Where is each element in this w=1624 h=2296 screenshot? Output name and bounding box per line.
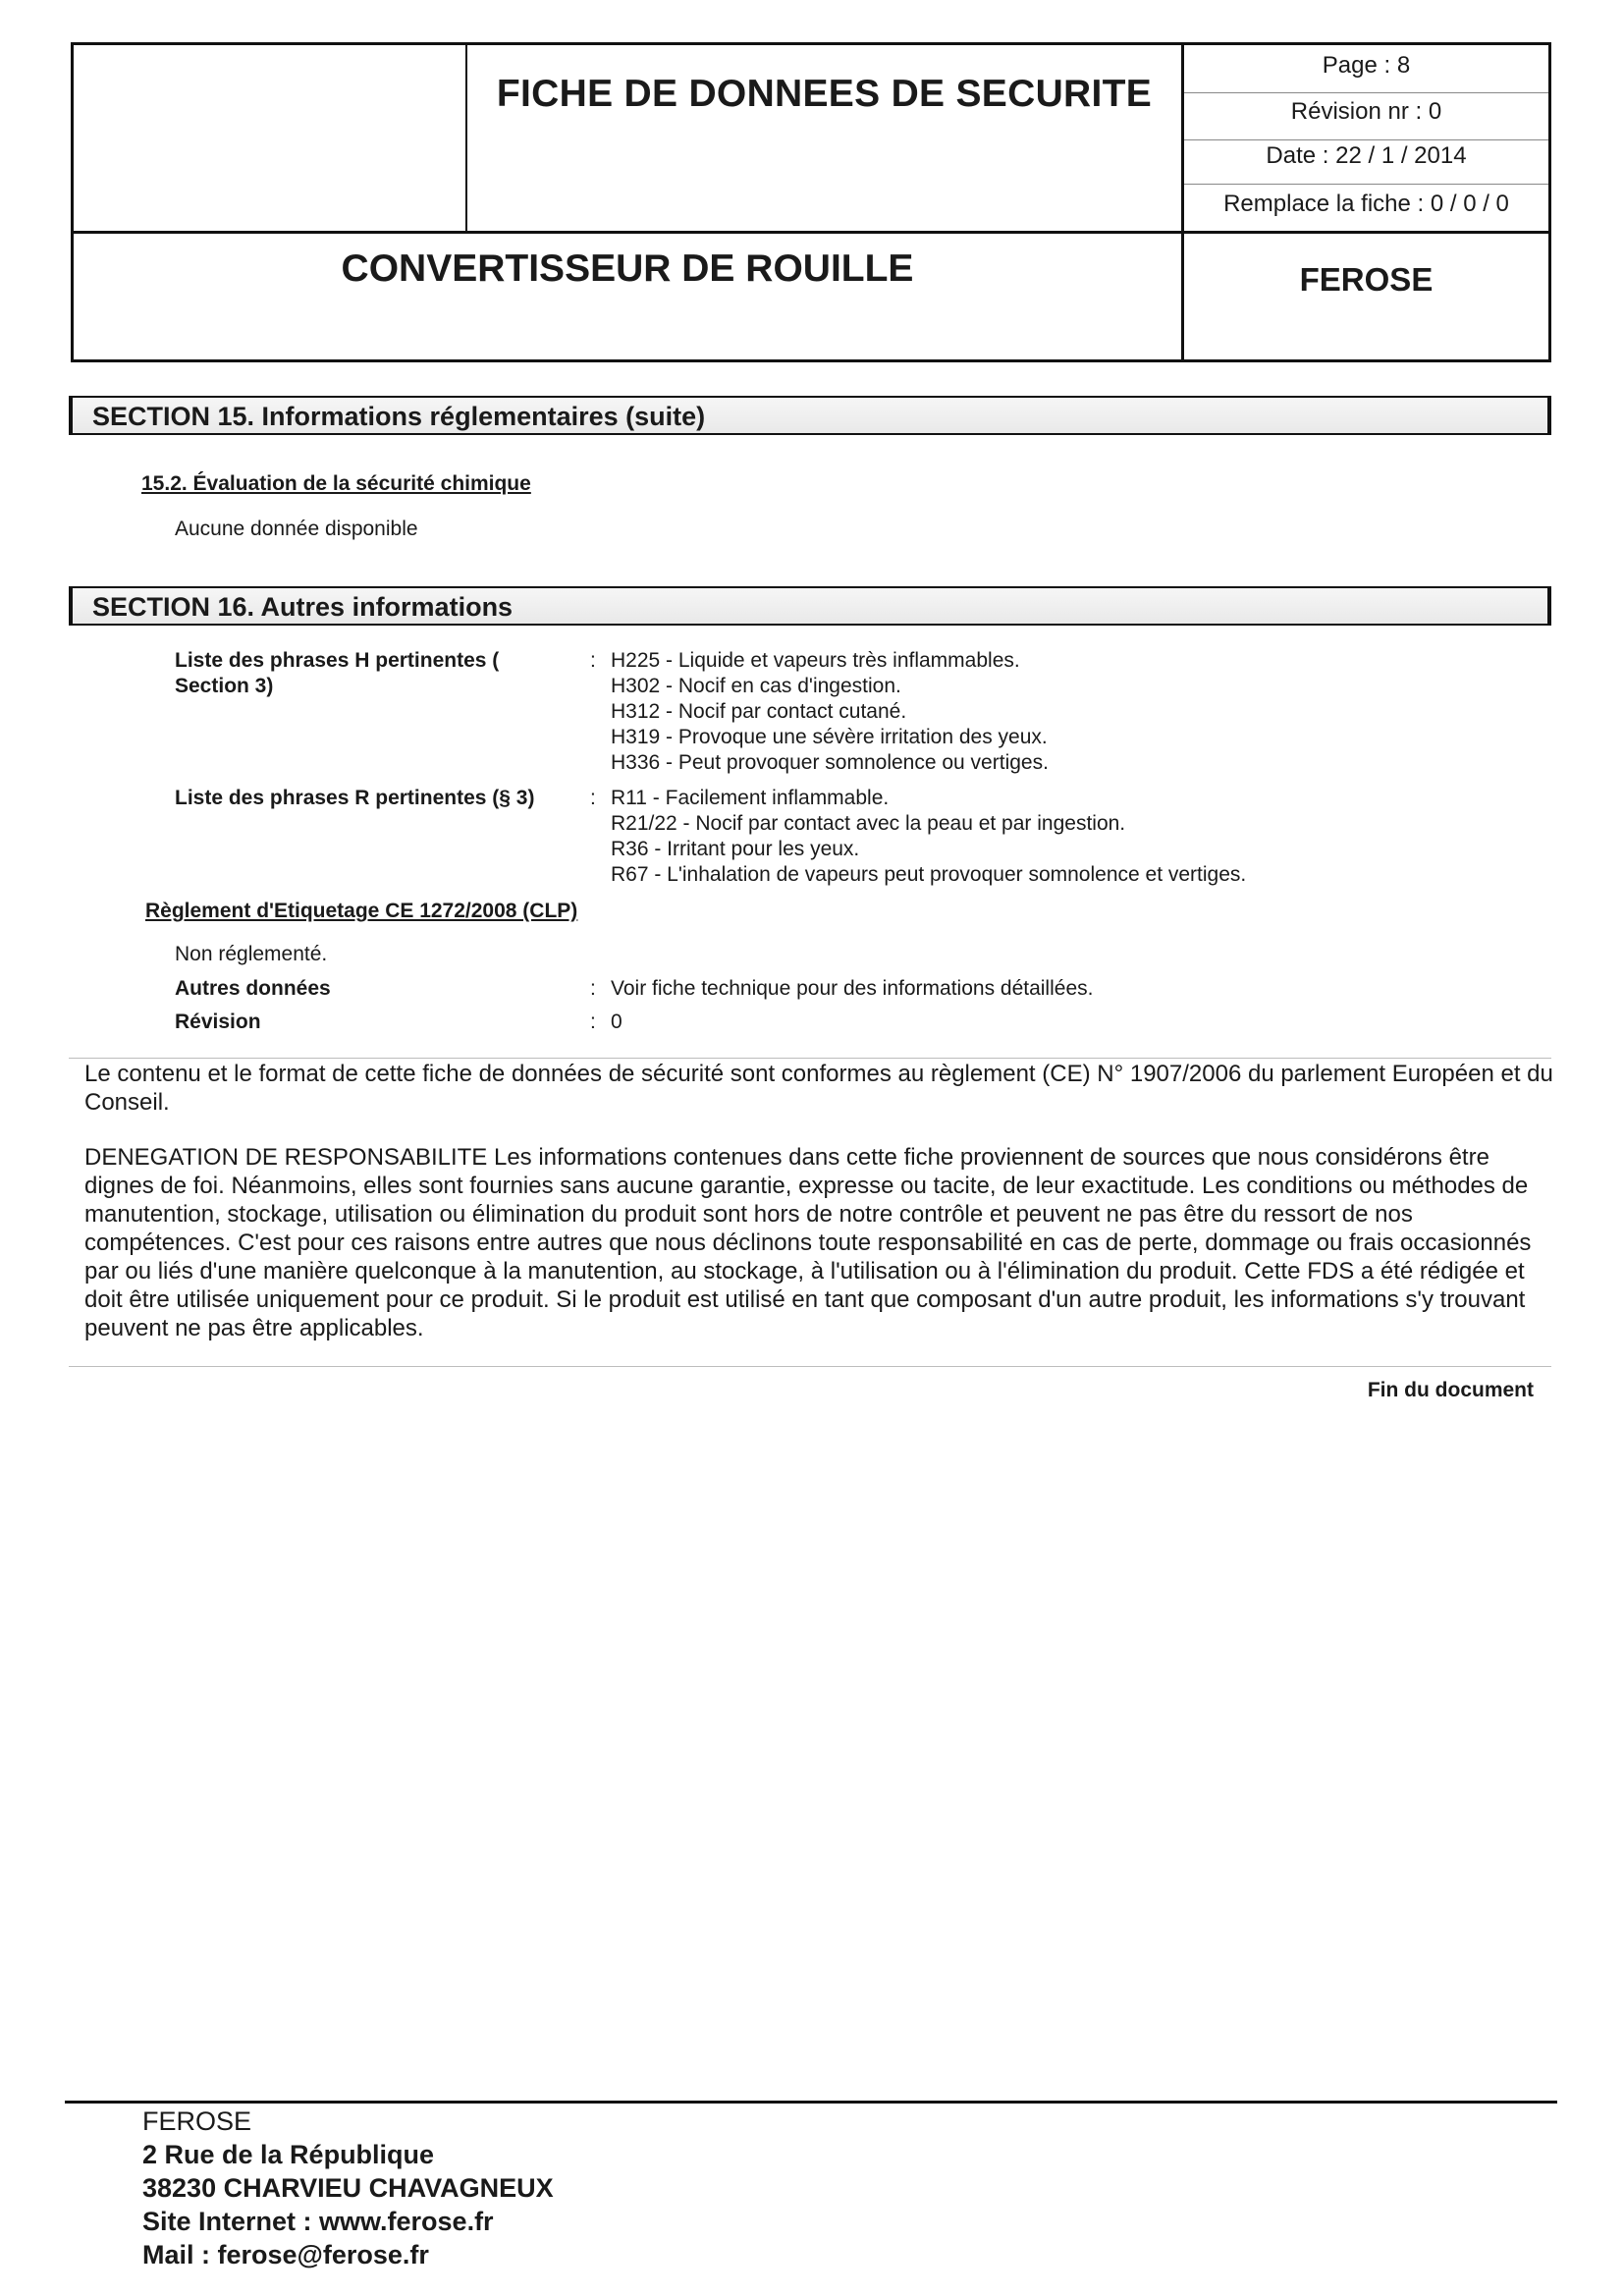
- section-16-bar: [69, 586, 1551, 626]
- footer-company: FEROSE: [142, 2106, 252, 2136]
- document-title: FICHE DE DONNEES DE SECURITE: [496, 73, 1153, 115]
- separator: [69, 1366, 1551, 1367]
- footer-website: Site Internet : www.ferose.fr: [142, 2207, 494, 2236]
- revision-number: Révision nr : 0: [1290, 98, 1442, 125]
- section-15-title: SECTION 15. Informations réglementaires (suite): [92, 402, 706, 431]
- section-15-bar: [69, 396, 1551, 435]
- revision-label: Révision: [175, 1011, 261, 1033]
- separator: [69, 1058, 1551, 1059]
- colon: :: [590, 787, 596, 809]
- revision-value: 0: [611, 1011, 623, 1033]
- compliance-statement: Le contenu et le format de cette fiche de données de sécurité sont conformes au règlement (CE) N° 1907/2006 du parlement Européen et du Conseil.: [84, 1061, 1553, 1116]
- h-phrase: H319 - Provoque une sévère irritation des yeux.: [611, 726, 1048, 748]
- clp-regulation-heading: Règlement d'Etiquetage CE 1272/2008 (CLP): [145, 900, 578, 922]
- clp-regulation-text: Non réglementé.: [175, 943, 328, 965]
- section-16-title: SECTION 16. Autres informations: [92, 592, 514, 622]
- r-phrase: R21/22 - Nocif par contact avec la peau et par ingestion.: [611, 812, 1126, 835]
- disclaimer: DENEGATION DE RESPONSABILITE Les informations contenues dans cette fiche proviennent de sources que nous considérons être dignes de foi. Néanmoins, elles sont fournies sans aucune garantie, expresse ou tacite, de leur exactitude. Les conditions ou méthodes de manutention, stockage, utilisation ou élimination du produit sont hors de notre contrôle et peuvent ne pas être du ressort de nos compétences. C'est pour ces raisons entre autres que nous déclinons toute responsabilité en cas de perte, dommage ou frais occasionnés par ou liés d'une manière quelconque à la manutention, au stockage, à l'utilisation ou à l'élimination du produit. Cette FDS a été rédigée et doit être utilisée uniquement pour ce produit. Si le produit est utilisé en tant que composant d'un autre produit, les informations s'y trouvant peuvent ne pas être applicables.: [84, 1144, 1532, 1341]
- page-number: Page : 8: [1322, 52, 1411, 79]
- colon: :: [590, 649, 596, 672]
- footer-street: 2 Rue de la République: [142, 2140, 435, 2169]
- document-header: [71, 42, 1551, 362]
- product-name: CONVERTISSEUR DE ROUILLE: [341, 247, 914, 290]
- other-data-value: Voir fiche technique pour des informations détaillées.: [611, 977, 1094, 1000]
- h-phrase: H302 - Nocif en cas d'ingestion.: [611, 675, 901, 697]
- footer-city: 38230 CHARVIEU CHAVAGNEUX: [142, 2173, 554, 2203]
- replaces-sheet: Remplace la fiche : 0 / 0 / 0: [1223, 191, 1509, 217]
- r-phrase: R36 - Irritant pour les yeux.: [611, 838, 860, 860]
- divider: [1184, 92, 1548, 93]
- divider: [74, 231, 1548, 234]
- section-15-2-text: Aucune donnée disponible: [175, 518, 418, 540]
- r-phrases-label: Liste des phrases R pertinentes (§ 3): [175, 787, 535, 809]
- section-15-2-heading: 15.2. Évaluation de la sécurité chimique: [141, 472, 531, 495]
- footer-divider: [65, 2101, 1557, 2104]
- divider: [1184, 139, 1548, 140]
- colon: :: [590, 977, 596, 1000]
- h-phrase: H336 - Peut provoquer somnolence ou vertiges.: [611, 751, 1049, 774]
- h-phrase: H312 - Nocif par contact cutané.: [611, 700, 907, 723]
- r-phrase: R67 - L'inhalation de vapeurs peut provoquer somnolence et vertiges.: [611, 863, 1247, 886]
- h-phrases-label-cont: Section 3): [175, 675, 274, 697]
- colon: :: [590, 1011, 596, 1033]
- other-data-label: Autres données: [175, 977, 331, 1000]
- company-name: FEROSE: [1299, 261, 1434, 298]
- h-phrases-label: Liste des phrases H pertinentes (: [175, 649, 500, 672]
- h-phrase: H225 - Liquide et vapeurs très inflammables.: [611, 649, 1020, 672]
- footer-email: Mail : ferose@ferose.fr: [142, 2240, 429, 2269]
- end-of-document: Fin du document: [1367, 1379, 1534, 1401]
- document-date: Date : 22 / 1 / 2014: [1266, 142, 1467, 169]
- divider: [1184, 184, 1548, 185]
- r-phrase: R11 - Facilement inflammable.: [611, 787, 890, 809]
